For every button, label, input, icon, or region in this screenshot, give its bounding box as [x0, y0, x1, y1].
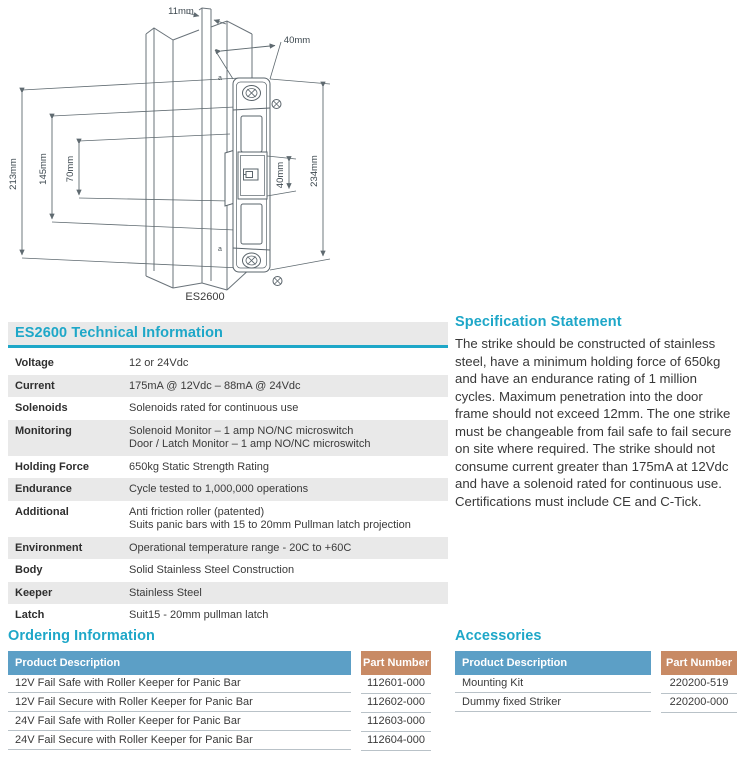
row-value: [129, 380, 301, 394]
product-description-cell: Mounting Kit: [455, 675, 651, 693]
row-value-line: Suit15 - 20mm pullman latch: [129, 609, 269, 621]
table-row: [8, 713, 450, 732]
row-label: Latch: [15, 609, 45, 621]
row-value-line: Solenoids rated for continuous use: [129, 402, 299, 414]
dim-label-145mm: 145mm: [38, 153, 49, 185]
strike-plate-drawing: [225, 78, 282, 286]
part-number-cell: 220200-000: [661, 694, 737, 713]
column-gap: [651, 675, 661, 694]
technical-information-table: [8, 352, 448, 627]
row-value: [129, 609, 268, 623]
product-description-cell: 24V Fail Secure with Roller Keeper for Panic Bar: [8, 732, 351, 750]
row-label: Endurance: [15, 483, 72, 495]
column-gap: [651, 694, 661, 713]
accessories-section: [455, 628, 737, 713]
technical-drawing: [0, 0, 370, 310]
callout-a-top: a: [218, 75, 222, 82]
ordering-table: [8, 651, 450, 751]
drawing-caption: ES2600: [185, 291, 225, 303]
column-gap: [351, 713, 361, 732]
row-value: [129, 461, 269, 475]
product-description-cell: Dummy fixed Striker: [455, 694, 651, 712]
row-value: [129, 587, 202, 601]
row-value-line: Stainless Steel: [129, 586, 202, 599]
row-label: Body: [15, 564, 43, 576]
row-value-line: 12 or 24Vdc: [129, 357, 189, 369]
reference-lines-left: [22, 78, 240, 268]
row-label: Current: [15, 379, 55, 392]
row-label: Additional: [15, 505, 69, 518]
dim-label-40mm-top: 40mm: [283, 35, 311, 46]
row-value: [129, 483, 308, 497]
row-value-line: 175mA @ 12Vdc – 88mA @ 24Vdc: [129, 379, 301, 392]
dim-label-11mm: 11mm: [168, 6, 194, 17]
row-value-line: Anti friction roller (patented): [129, 505, 265, 518]
part-number-cell: 220200-519: [661, 675, 737, 694]
table-row: [8, 352, 448, 375]
row-label: Holding Force: [15, 460, 89, 473]
product-description-cell: 24V Fail Safe with Roller Keeper for Panic Bar: [8, 713, 351, 731]
table-row: [8, 604, 448, 627]
table-row: [8, 456, 448, 479]
row-label: Environment: [15, 541, 83, 554]
column-gap: [351, 675, 361, 694]
table-row: [8, 694, 450, 713]
column-header-product-description: Product Description: [8, 651, 351, 675]
table-row: [8, 559, 448, 582]
accessories-table: [455, 651, 737, 713]
ordering-information-section: [8, 628, 450, 751]
es2600-drawing-svg: [0, 0, 370, 310]
callout-a-bottom: a: [218, 246, 222, 253]
row-value: [129, 564, 294, 578]
row-value: [129, 542, 351, 556]
part-number-cell: 112602-000: [361, 694, 431, 713]
dim-label-213mm: 213mm: [8, 158, 19, 190]
row-value: [129, 506, 411, 533]
technical-information-title: ES2600 Technical Information: [8, 322, 448, 348]
row-value-line: Door / Latch Monitor – 1 amp NO/NC microswitch: [129, 438, 371, 450]
column-gap: [351, 732, 361, 751]
table-row: [455, 675, 737, 694]
row-label: Keeper: [15, 586, 53, 599]
row-value-line: Solid Stainless Steel Construction: [129, 564, 295, 576]
specification-statement-body: The strike should be constructed of stainless steel, have a minimum holding force of 650kg and have an endurance rating of 1 million cycles. Maximum penetration into the door frame should not exceed 12mm. The one strike must be changeable from fail safe to fail secure on site where required. The strike should not consume current greater than 175mA at 12Vdc and have a solenoid rated for continuous use. Certifications must include CE and C-Tick.: [455, 336, 732, 509]
product-description-cell: 12V Fail Secure with Roller Keeper for Panic Bar: [8, 694, 351, 712]
table-row: [8, 582, 448, 605]
column-header-part-number: Part Number: [661, 651, 737, 675]
ordering-information-title: Ordering Information: [8, 628, 155, 644]
table-row: [8, 375, 448, 398]
accessories-title: Accessories: [455, 628, 542, 644]
table-row: [8, 537, 448, 560]
row-value-line: Suits panic bars with 15 to 20mm Pullman latch projection: [129, 519, 411, 531]
row-label: Monitoring: [15, 424, 72, 437]
row-value-line: Operational temperature range - 20C to +60C: [129, 541, 352, 554]
part-number-cell: 112604-000: [361, 732, 431, 751]
column-gap: [651, 651, 661, 675]
row-value-line: Cycle tested to 1,000,000 operations: [129, 483, 309, 495]
row-value-line: Solenoid Monitor – 1 amp NO/NC microswitch: [129, 424, 354, 437]
table-header-row: [455, 651, 737, 675]
dim-label-40mm-keeper: 40mm: [275, 161, 286, 189]
part-number-cell: 112601-000: [361, 675, 431, 694]
table-row: [8, 675, 450, 694]
row-value-line: 650kg Static Strength Rating: [129, 460, 270, 473]
table-row: [8, 501, 448, 537]
row-label: Voltage: [15, 357, 54, 369]
table-row: [8, 397, 448, 420]
dim-label-234mm: 234mm: [309, 155, 320, 187]
specification-statement-title: Specification Statement: [455, 314, 622, 330]
column-header-product-description: Product Description: [455, 651, 651, 675]
row-value: [129, 357, 188, 371]
dim-label-70mm: 70mm: [65, 155, 76, 183]
column-header-part-number: Part Number: [361, 651, 431, 675]
row-value: [129, 402, 298, 416]
table-row: [8, 478, 448, 501]
product-description-cell: 12V Fail Safe with Roller Keeper for Panic Bar: [8, 675, 351, 693]
column-gap: [351, 651, 361, 675]
specification-statement-section: [455, 314, 738, 510]
table-header-row: [8, 651, 450, 675]
column-gap: [351, 694, 361, 713]
technical-information-section: [8, 322, 448, 627]
table-row: [455, 694, 737, 713]
row-value: [129, 425, 370, 452]
table-row: [8, 420, 448, 456]
part-number-cell: 112603-000: [361, 713, 431, 732]
row-label: Solenoids: [15, 402, 68, 414]
table-row: [8, 732, 450, 751]
